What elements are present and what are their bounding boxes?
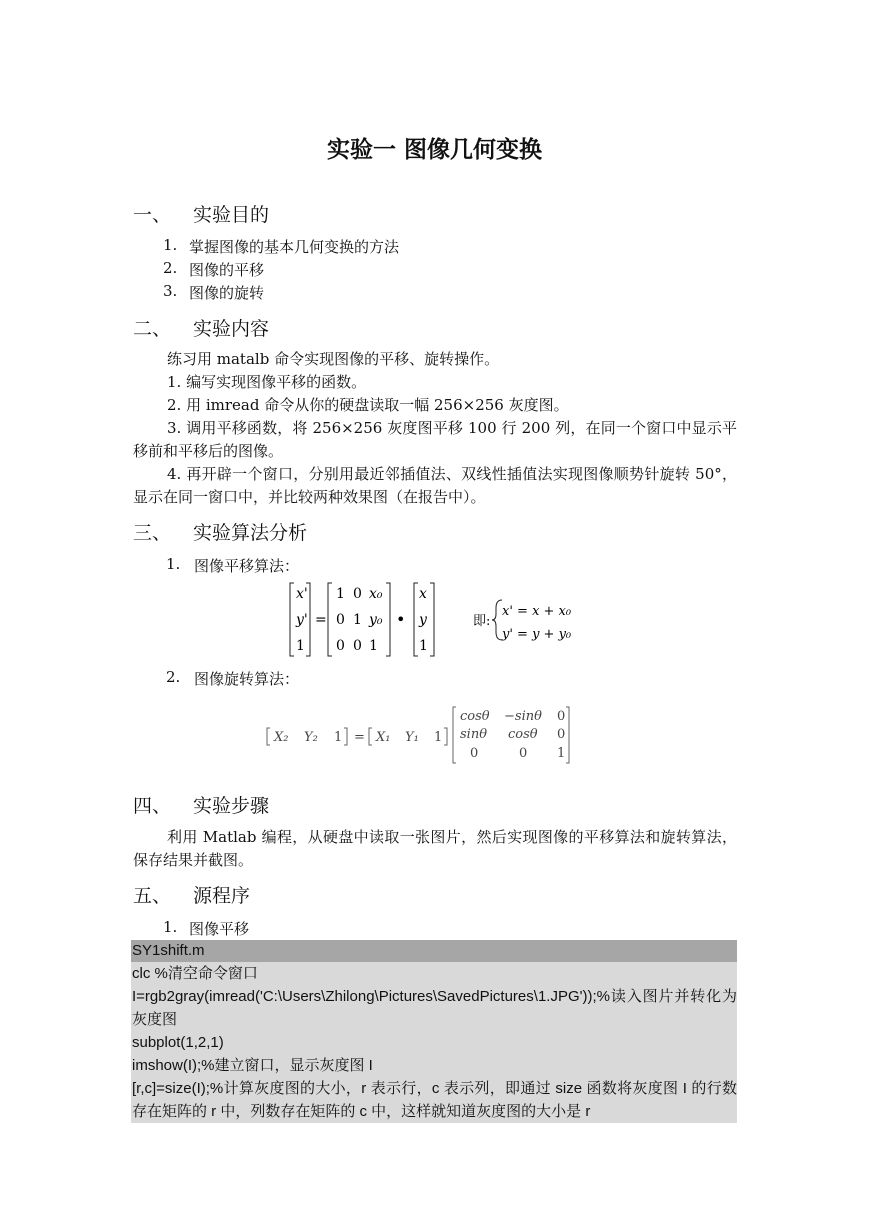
ji-label: 即: — [473, 614, 491, 629]
code-line: subplot(1,2,1) — [132, 1034, 224, 1051]
matrix-cell: 1 — [369, 638, 378, 654]
list-item: 图像平移 — [189, 920, 250, 938]
equals-sign: = — [354, 730, 365, 745]
rotate-formula — [260, 703, 580, 767]
list-number: 2. — [163, 259, 178, 277]
list-item: 图像平移算法： — [194, 557, 300, 575]
list-number: 2. — [167, 396, 182, 414]
vector-cell: 1 — [334, 730, 343, 745]
section-number: 五、 — [133, 885, 172, 907]
vector-cell: 1 — [434, 730, 443, 745]
list-item-text: 再开辟一个窗口，分别用最近邻插值法、双线性插值法实现图像顺势针旋转 50°，显示在同一窗口中，并比较两种效果图（在报告中）。 — [133, 465, 737, 506]
section-number: 四、 — [133, 795, 172, 817]
matrix-cell: cosθ — [460, 709, 490, 724]
code-line: imshow(I);%建立窗口，显示灰度图 I — [132, 1057, 373, 1074]
list-number: 1. — [166, 555, 181, 573]
matrix-cell: 1 — [557, 746, 566, 761]
matrix-cell: 0 — [336, 638, 345, 654]
code-line: clc %清空命令窗口 — [132, 965, 258, 982]
steps-paragraph: 利用 Matlab 编程，从硬盘中读取一张图片，然后实现图像的平移算法和旋转算法，保存结果并截图。 — [133, 828, 737, 869]
matrix-cell: 1 — [336, 586, 345, 602]
matrix-cell: y' — [296, 612, 308, 628]
matrix-cell: −sinθ — [504, 709, 542, 724]
vector-cell: Y₂ — [304, 730, 318, 745]
matrix-cell: 1 — [353, 612, 362, 628]
list-item: 图像的旋转 — [189, 284, 265, 302]
content-item-4 — [133, 463, 737, 509]
list-item-text: 编写实现图像平移的函数。 — [186, 373, 367, 391]
list-number: 3. — [163, 282, 178, 300]
list-number: 4. — [167, 465, 182, 483]
code-filename: SY1shift.m — [131, 940, 737, 962]
dot-operator: • — [396, 610, 406, 629]
section-heading: 实验内容 — [193, 318, 270, 340]
content-item-2 — [133, 394, 737, 417]
section-heading: 实验步骤 — [193, 795, 270, 817]
code-line: I=rgb2gray(imread('C:\Users\Zhilong\Pictures\SavedPictures\1.JPG'));%读入图片并转化为灰度图 — [132, 988, 737, 1028]
matrix-cell: 0 — [336, 612, 345, 628]
list-item: 图像的平移 — [189, 261, 265, 279]
matrix-cell: 0 — [557, 727, 566, 742]
section-heading: 实验目的 — [193, 204, 270, 226]
section-number: 一、 — [133, 204, 172, 226]
matrix-cell: 0 — [519, 746, 528, 761]
list-item: 掌握图像的基本几何变换的方法 — [189, 238, 400, 256]
equals-sign: = — [315, 612, 327, 628]
matrix-cell: cosθ — [508, 727, 538, 742]
content-intro: 练习用 matalb 命令实现图像的平移、旋转操作。 — [167, 350, 500, 368]
content-item-3 — [133, 417, 737, 463]
vector-cell: X₁ — [376, 730, 391, 745]
list-number: 1. — [163, 236, 178, 254]
list-number: 1. — [167, 373, 182, 391]
code-block — [131, 940, 737, 1123]
content-item-1 — [133, 371, 737, 394]
matrix-cell: 0 — [470, 746, 479, 761]
section-number: 三、 — [133, 522, 172, 544]
vector-cell: X₂ — [274, 730, 289, 745]
shift-formula — [280, 578, 580, 662]
matrix-cell: 0 — [353, 638, 362, 654]
matrix-cell: 0 — [557, 709, 566, 724]
list-item: 图像旋转算法： — [194, 670, 300, 688]
matrix-cell: sinθ — [460, 727, 488, 742]
list-item-text: 调用平移函数，将 256×256 灰度图平移 100 行 200 列，在同一个窗口中显示平移前和平移后的图像。 — [133, 419, 737, 460]
matrix-cell: 1 — [296, 638, 305, 654]
section-heading: 源程序 — [193, 885, 251, 907]
section-number: 二、 — [133, 318, 172, 340]
page-title: 实验一 图像几何变换 — [326, 137, 542, 163]
list-number: 3. — [167, 419, 182, 437]
matrix-cell: x — [419, 586, 427, 602]
equation-line: y' = y + y₀ — [502, 627, 572, 642]
code-line: [r,c]=size(I);%计算灰度图的大小，r 表示行，c 表示列，即通过 size 函数将灰度图 I 的行数存在矩阵的 r 中，列数存在矩阵的 c 中，这样就知道灰度图的大小是 r — [132, 1080, 737, 1120]
matrix-cell: y — [419, 612, 427, 628]
section-heading: 实验算法分析 — [193, 522, 308, 544]
list-item-text: 用 imread 命令从你的硬盘读取一幅 256×256 灰度图。 — [186, 396, 569, 414]
matrix-cell: x₀ — [369, 586, 383, 602]
matrix-cell: y₀ — [369, 612, 383, 628]
matrix-cell: 0 — [353, 586, 362, 602]
equation-line: x' = x + x₀ — [502, 604, 572, 619]
list-number: 2. — [166, 668, 181, 686]
matrix-cell: 1 — [419, 638, 428, 654]
matrix-cell: x' — [296, 586, 308, 602]
list-number: 1. — [163, 918, 178, 936]
vector-cell: Y₁ — [405, 730, 419, 745]
